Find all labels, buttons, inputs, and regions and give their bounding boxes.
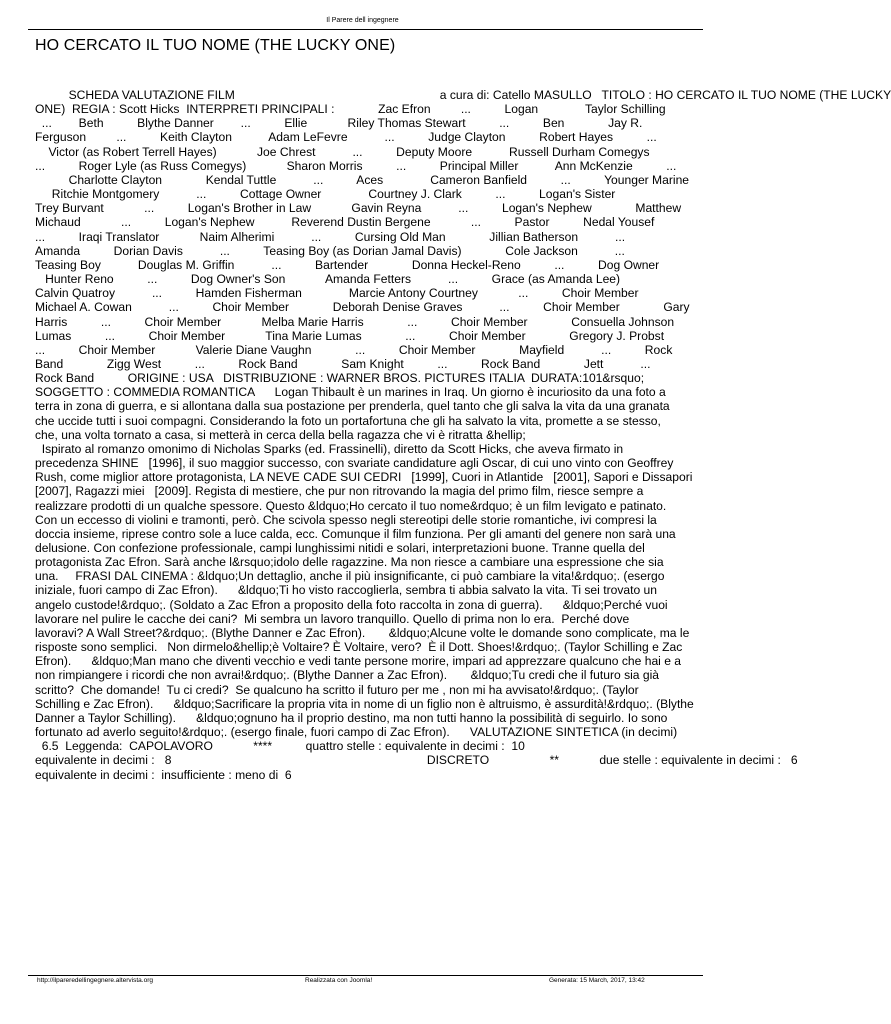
article-line: [2007], Ragazzi miei [2009]. Regista di mestiere, che pur non ritrovando la magia del primo film, riesce sempre a (35, 484, 644, 499)
article-line: Con un eccesso di violini e tramonti, però. Che scivola spesso negli stereotipi delle storie romantiche, ivi compresi la (35, 512, 657, 527)
article-line: angelo custode!&rdquo;. (Soldato a Zac Efron a proposito della foto raccolta in zona di guerra). &ldquo;Perché vuoi (35, 597, 668, 612)
footer-cms-credit: Realizzata con Joomla! (305, 977, 373, 984)
article-line: lavoravi? A Wall Street?&rdquo;. (Blythe Danner e Zac Efron). &ldquo;Alcune volte le domande sono complicate, ma le (35, 625, 690, 640)
article-line: non rimpiangere i ricordi che non avrai!&rdquo;. (Blythe Danner a Zac Efron). &ldquo;Tu credi che il futuro sia già (35, 668, 660, 683)
article-line: iniziale, fuori campo di Zac Efron). &ldquo;Ti ho visto raccoglierla, sembra ti abbia salvato la vita. Ti sei trovato un (35, 583, 657, 598)
article-line: Michaud ... Logan's Nephew Reverend Dustin Bergene ... Pastor Nedal Yousef (35, 215, 655, 230)
article-line: Hunter Reno ... Dog Owner's Son Amanda Fetters ... Grace (as Amanda Lee) (35, 272, 621, 287)
article-line: ... Iraqi Translator Naim Alherimi ... Cursing Old Man Jillian Batherson ... (35, 229, 626, 244)
article-line: una. FRASI DAL CINEMA : &ldquo;Un dettaglio, anche il più insignificante, ci può cambiare la vita!&rdquo;. (esergo (35, 569, 665, 584)
footer (0, 977, 725, 987)
article-line: che, una volta tornato a casa, si metterà in cerca della bella ragazza che vi è ritratta &hellip; (35, 427, 526, 442)
article-line: Harris ... Choir Member Melba Marie Harris ... Choir Member Consuella Johnson (35, 314, 675, 329)
header-divider (28, 29, 703, 30)
article-line: SOGGETTO : COMMEDIA ROMANTICA Logan Thibault è un marines in Iraq. Un giorno è incuriosito da una foto a (35, 385, 666, 400)
article-line: Band Zigg West ... Rock Band Sam Knight ... Rock Band Jett ... (35, 356, 651, 371)
article-line: Rock Band ORIGINE : USA DISTRIBUZIONE : WARNER BROS. PICTURES ITALIA DURATA:101&rsquo; (35, 371, 645, 386)
article-line: SCHEDA VALUTAZIONE FILM a cura di: Catello MASULLO TITOLO : HO CERCATO IL TUO NOME (THE LUCKY (35, 88, 891, 102)
footer-generated-date: Generata: 15 March, 2017, 13:42 (549, 977, 645, 984)
article-line: Charlotte Clayton Kendal Tuttle ... Aces Cameron Banfield ... Younger Marine (35, 172, 690, 187)
article-line: Efron). &ldquo;Man mano che diventi vecchio e vedi tante persone morire, impari ad apprezzare qualcuno che hai e a (35, 654, 682, 669)
page-title: HO CERCATO IL TUO NOME (THE LUCKY ONE) (35, 37, 396, 54)
footer-site-url[interactable]: http://ilpareredellingegnere.altervista.org (37, 977, 153, 984)
article-line: doccia insieme, riprese contro sole a luce calda, ecc. Comunque il film funziona. Per gli amanti del genere non sarà una (35, 526, 676, 541)
article-line: lavorare nel pulire le cacche dei cani? Mi sembra un lavoro tranquillo. Quello di prima non lo era. Perché dove (35, 611, 630, 626)
article-line: Ispirato al romanzo omonimo di Nicholas Sparks (ed. Frassinelli), diretto da Scott Hicks, che aveva firmato in (35, 441, 624, 456)
article-line: ONE) REGIA : Scott Hicks INTERPRETI PRINCIPALI : Zac Efron ... Logan Taylor Schilling (35, 102, 666, 117)
article-line: Trey Burvant ... Logan's Brother in Law Gavin Reyna ... Logan's Nephew Matthew (35, 201, 682, 216)
article-line: Ferguson ... Keith Clayton Adam LeFevre ... Judge Clayton Robert Hayes ... (35, 130, 657, 145)
article-line: Victor (as Robert Terrell Hayes) Joe Chrest ... Deputy Moore Russell Durham Comegys (35, 144, 650, 159)
article-body (35, 88, 891, 788)
article-line: Schilling e Zac Efron). &ldquo;Sacrificare la propria vita in nome di un figlio non è altruismo, è assurdità!&rdquo;. (Blythe (35, 696, 694, 711)
article-line: Calvin Quatroy ... Hamden Fisherman Marcie Antony Courtney ... Choir Member (35, 286, 639, 301)
article-line: delusione. Con confezione professionale, campi lunghissimi nitidi e solari, interpretazioni buone. Tranne quella del (35, 541, 645, 555)
article-line: 6.5 Leggenda: CAPOLAVORO **** quattro stelle : equivalente in decimi : 10 (35, 739, 525, 754)
article-line: equivalente in decimi : insufficiente : meno di 6 (35, 767, 292, 782)
article-line: terra in zona di guerra, e si allontana dalla sua postazione per prenderla, quel tanto che gli salva la vita da una granata (35, 399, 670, 414)
article-line: ... Roger Lyle (as Russ Comegys) Sharon Morris ... Principal Miller Ann McKenzie ... (35, 158, 677, 173)
article-line: scritto? Che domande! Tu ci credi? Se qualcuno ha scritto il futuro per me , non mi ha avvisato!&rdquo;. (Taylor (35, 682, 639, 697)
article-line: Michael A. Cowan ... Choir Member Deborah Denise Graves ... Choir Member Gary (35, 300, 690, 315)
article-line: protagonista Zac Efron. Sarà anche l&rsquo;idolo delle ragazzine. Ma non riesce a cambiare una espressione che sia (35, 555, 664, 570)
article-line: fortunato ad averlo seguito!&rdquo;. (esergo finale, fuori campo di Zac Efron). VALUTAZIONE SINTETICA (in decimi) (35, 725, 678, 740)
article-line: Ritchie Montgomery ... Cottage Owner Courtney J. Clark ... Logan's Sister (35, 187, 616, 202)
site-name: Il Parere dell ingegnere (326, 17, 399, 24)
article-line: Amanda Dorian Davis ... Teasing Boy (as Dorian Jamal Davis) Cole Jackson ... (35, 243, 625, 258)
article-line: risposte sono semplici. Non dirmelo&hellip;è Voltaire? È Voltaire, vero? È il Dott. Shoes!&rdquo;. (Taylor Schilling e Zac (35, 640, 683, 655)
article-line: Danner a Taylor Schilling). &ldquo;ognuno ha il proprio destino, ma non tutti hanno la possibilità di seguirlo. Io sono (35, 710, 668, 725)
article-line: realizzare prodotti di un qualche spessore. Questo &ldquo;Ho cercato il tuo nome&rdquo; è un film levigato e patinato. (35, 498, 667, 513)
article-line: Lumas ... Choir Member Tina Marie Lumas ... Choir Member Gregory J. Probst (35, 328, 665, 343)
article-line: ... Beth Blythe Danner ... Ellie Riley Thomas Stewart ... Ben Jay R. (35, 116, 643, 131)
article-line: Teasing Boy Douglas M. Griffin ... Bartender Donna Heckel-Reno ... Dog Owner (35, 257, 660, 272)
article-line: equivalente in decimi : 8 DISCRETO ** due stelle : equivalente in decimi : 6 (35, 753, 798, 768)
article-line: che uccide tutti i suoi compagni. Considerando la foto un portafortuna che gli ha salvato la vita, promette a se stesso, (35, 413, 661, 428)
article-line: precedenza SHINE [1996], il suo maggior successo, con svariate candidature agli Oscar, di cui uno vinto con Geoffrey (35, 456, 674, 471)
article-line: ... Choir Member Valerie Diane Vaughn ... Choir Member Mayfield ... Rock (35, 342, 673, 357)
article-line: Rush, come miglior attore protagonista, LA NEVE CADE SUI CEDRI [1999], Cuori in Atlantide [2001], Sapori e Dissapori (35, 470, 693, 485)
footer-divider (28, 975, 703, 976)
